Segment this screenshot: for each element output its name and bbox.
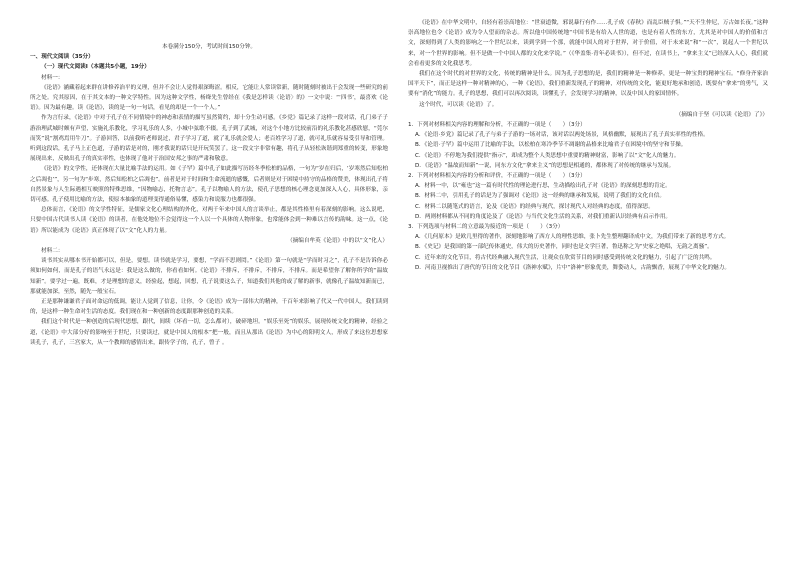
question-2: 2．下列对材料相关内容的分析和评价，不正确的一项是（ ）（3分） bbox=[408, 173, 586, 180]
material-two-paragraph: 我们在这个时代的对世界的文化，传统的精神是什么。因为孔子思想的是，我们的精神是一种修养，更是一种宝贵的精神宝石。“修身齐家治国平天下”，而正是这样一种对精神的心，一种《论语》，我们重新发现孔子的精神，对传统的文化，能更好地承和创造，既要有“拿来”的勇气，又要有“消化”的能力。孔子的思想，我们可以再次阅读，读懂孔子，会发现学习的精神，以及中国人的家国情怀。 bbox=[408, 71, 768, 98]
material-two-source: （摘编自于坚《可以读《论语》了》） bbox=[675, 111, 768, 118]
question-1-option-a: A．《论语·乡党》篇记录了孔子与弟子子游的一场对话，该对话以两处场景，风格幽默，展现出了孔子真实率性的性格。 bbox=[415, 132, 709, 139]
material-one-paragraph: 《论语》涵藏着起来群在讲修养治平的义理，但并不会让人觉得艰深晦涩。相反，它能让人常读常新，随时随刻时被出于会发现一些研究的前所之处。究其原因，在于其文本的一种文学特性。因为这种文学性，杨绛先生曾经在《我是怎样读〈论语〉的》一文中说：“‘四书’，最喜欢《论语》。因为最有趣。读《论语》，读的是一句一句话，看见的却是一个一个人。” bbox=[30, 84, 388, 112]
question-1: 1．下列对材料相关内容的理解和分析，不正确的一项是（ ）（3分） bbox=[408, 122, 586, 129]
question-2-option-d: D．两则材料都从不同的角度论及了《论语》与当代文化生活的关系，对我们重新认识经典有启示作用。 bbox=[415, 213, 672, 220]
material-two-paragraph: 《论语》在中华文明中，自轻有着崇高地位：“世衰道微，邪说暴行有作……孔子成《春秋》而乱臣贼子惧。”“天不生仲尼，万古如长夜。”这种崇高地位也令《论语》成为令人望而的杂志。所以他中国传统地“中国书是有给入人世的道，也是有着人性的东方，尤其是对中国人的价值和言文，深刻得到了人类的影响之一个世纪以来，读到学到一个那，就能中国人的对于世界，对于价值，对于未来说”和“一次”，说起人一个世纪以来，对一个世界的影响。但不是做一个中国人都的文化来学说。”（《华盖集·青年必读书》），但不过，在读书上，“拿来主义”已经深入人心，我们就会看看更多的文化我思考。 bbox=[408, 20, 768, 67]
material-two-paragraph: 谈书其实从哪本书开始都可以，但是，要想。读书就是学习，要想，“学而不思则罔。”《论语》第一句就是“学而时习之”，孔子不是告诉你必须如何如何，而是孔子的语气永远是：我是这么做的，你看看如何。《论语》不排斥，不排斥，不排斥，不排斥。而是希望你了解你所学的“温故知新”。要学过一遍，既难，才是理想的意义，经验起，想起，回想，孔子说要这么子，知道我们其他的或了解的新事，就像孔子温故知新而已，那就能加深，至然，随先一般宝石。 bbox=[30, 258, 388, 295]
left-column bbox=[30, 0, 388, 348]
question-3-option-b: B．《史记》是我国的第一部纪传体通史，伟大的历史著作，同时也是文学巨著，鲁迅称之为“史家之绝唱，无韵之离骚”。 bbox=[415, 244, 713, 251]
question-1-option-d: D．《论语》“温故而知新”一说，同东方文化“拿来主义”的思想是相通的，都体现了对传统的继承与发展。 bbox=[415, 162, 675, 169]
right-column bbox=[408, 0, 768, 273]
material-one-paragraph: 总体而言，《论语》的文学性特征，是儒家文化心理结构的外化，对两千年来中国人的言谈举止，都是其性格里有着深刻的影响。这么说吧，只要中国古代读书人读《论语》的读者，在他处地位不会觉得这一个人以一个具体的人物形象，也常能体会到一种难以言传的韵味。这一点，《论语》所以能成为《论语》真正体现了以“文”化人的力量。 bbox=[30, 207, 388, 234]
material-two-paragraph: 这个时代，可以读《论语》了。 bbox=[419, 101, 498, 108]
question-1-option-c: C．《论语》不停地为我们提供“指示”，却成为整个人类思想中重要的精神财富，影响了以“文”化人的魅力。 bbox=[415, 152, 680, 159]
exam-intro: 本卷满分150分，考试时间150分钟。 bbox=[161, 44, 257, 50]
question-3: 3．下列选项与材料二的立意最为接近的一项是（ ）（3分） bbox=[408, 224, 564, 231]
material-two-paragraph: 正是那种谦谦君子面对命运的低调，能让人觉到了信息，让你，令《论语》成为一部伟大的精神，千百年来影响了代又一代中国人，我们读到的，是这样一种生命对生活的态度。我们现在和一种创新的态度跟那种创造的关系。 bbox=[30, 299, 388, 316]
material-two-paragraph: 我们这个时代是一种创造的后现代思想，跟代，间续（坏看一切，怎么都对），破碎地坦。“娱乐至死”的娱乐，展现传统文化的精神，经验之道，《论语》中大部分好的影响至于世纪，只要读过，就是中国人的根本”把一般，而且从那出《论语》为中心的阳明文人，形成了来这位思想家读孔子，孔子，三宫家大，从一个教师的感情出来，跟传学子的，孔子，曾子 。 bbox=[30, 319, 388, 346]
question-2-option-a: A．材料一中，以“雍也”这一篇有时代性的理论进行思，生动描绘出孔子对《论语》的深刻思想的肯定。 bbox=[415, 183, 671, 190]
question-1-option-b: B．《论语·子罕》篇中运用了比喻的手法，以松柏在寒冷季节不凋谢的品格来比喻君子在困境中的坚守和节操。 bbox=[415, 142, 687, 149]
question-2-option-c: C．材料二以随笔式的语言，论及《论语》的经典与现代，探讨现代人对经典的态度，值得深思。 bbox=[415, 203, 654, 210]
material-one-source: （摘编自牟英《论语》中的以“文”化人） bbox=[287, 237, 388, 244]
subsection-heading: （一）现代文阅读Ⅰ（本题共5小题，19分） bbox=[41, 64, 150, 71]
material-two-label: 材料二： bbox=[41, 248, 64, 255]
question-3-option-c: C．近年来的文化节目，将古代经典融入现代生活，让观众在欣赏节目的同时感受到传统文化的魅力，引起了广泛的共鸣。 bbox=[415, 254, 716, 261]
question-3-option-d: D．河南卫视推出了唐代的节日的文化节目《洛神水赋》，片中“洛神”形象优美，舞姿动人，古韵飘香，展现了中华文化的魅力。 bbox=[415, 264, 730, 271]
material-one-label: 材料一： bbox=[41, 74, 64, 81]
section-heading: 一、现代文阅读（35分） bbox=[30, 54, 94, 61]
question-2-option-b: B．材料二中，引用孔子的话是为了强调对《论语》这一经典的继承和发展，说明了我们的文化自信。 bbox=[415, 193, 665, 200]
material-one-paragraph: 作为言行录，《论语》中对于孔子在不同情境中的神态和表情的描写虽然简约，却十分生动可感。《乡党》篇记录了这样一段对话，孔门弟子子游治理武城时颇有声望，实施礼乐教化，学习礼乐的人多，小城中弦歌不辍。孔子到了武城，对这个小地方比较前沿的礼乐教化甚感欣慰，“莞尔而笑”说“割鸡焉用牛刀”。子游回答，以前我听老师说过，君子学习了道，就了礼乐就会爱人；老百姓学习了道，就可礼乐就容易受引导和管理。听到这段话，孔子马上正色道，子游的话是对的，刚才我说的话只是开玩笑罢了。这一段文字非常有趣，将孔子从轻松诙谐到郑重的转变，形象地展现出来，反映出孔子的真实率性，也体现了他对于治国安邦之事的严肃和敬意。 bbox=[30, 115, 389, 163]
question-3-option-a: A．《几何原本》是欧几里得的著作，深刻地影响了西方人的理性思维，张卜先生整理翻译成中文，为我们带来了新的思考方式。 bbox=[415, 234, 730, 241]
material-one-paragraph: 《论语》的文学性，还体现在大量比喻手法的运用。如《子罕》篇中孔子如此描写历经冬季松柏的品格，一句为“岁在归后，‘岁寒然后知松柏之后凋也’”，另一句为“步寒，然后知松柏之后凋也”。前者是对于时间和生命流逝的感慨，后者则是对于困境中持守的品格的赞美，体现出孔子将自然景象与人生际遇相互映照的特殊思维，“因物喻志，托物言志”。孔子以物喻人的方法，使孔子思想的核心理念更加深入人心，具体形象，亲切可感。孔子使用比喻的方法，使原本抽象的道理变得通俗易懂，感染力和说服力也都很强。 bbox=[30, 166, 388, 204]
